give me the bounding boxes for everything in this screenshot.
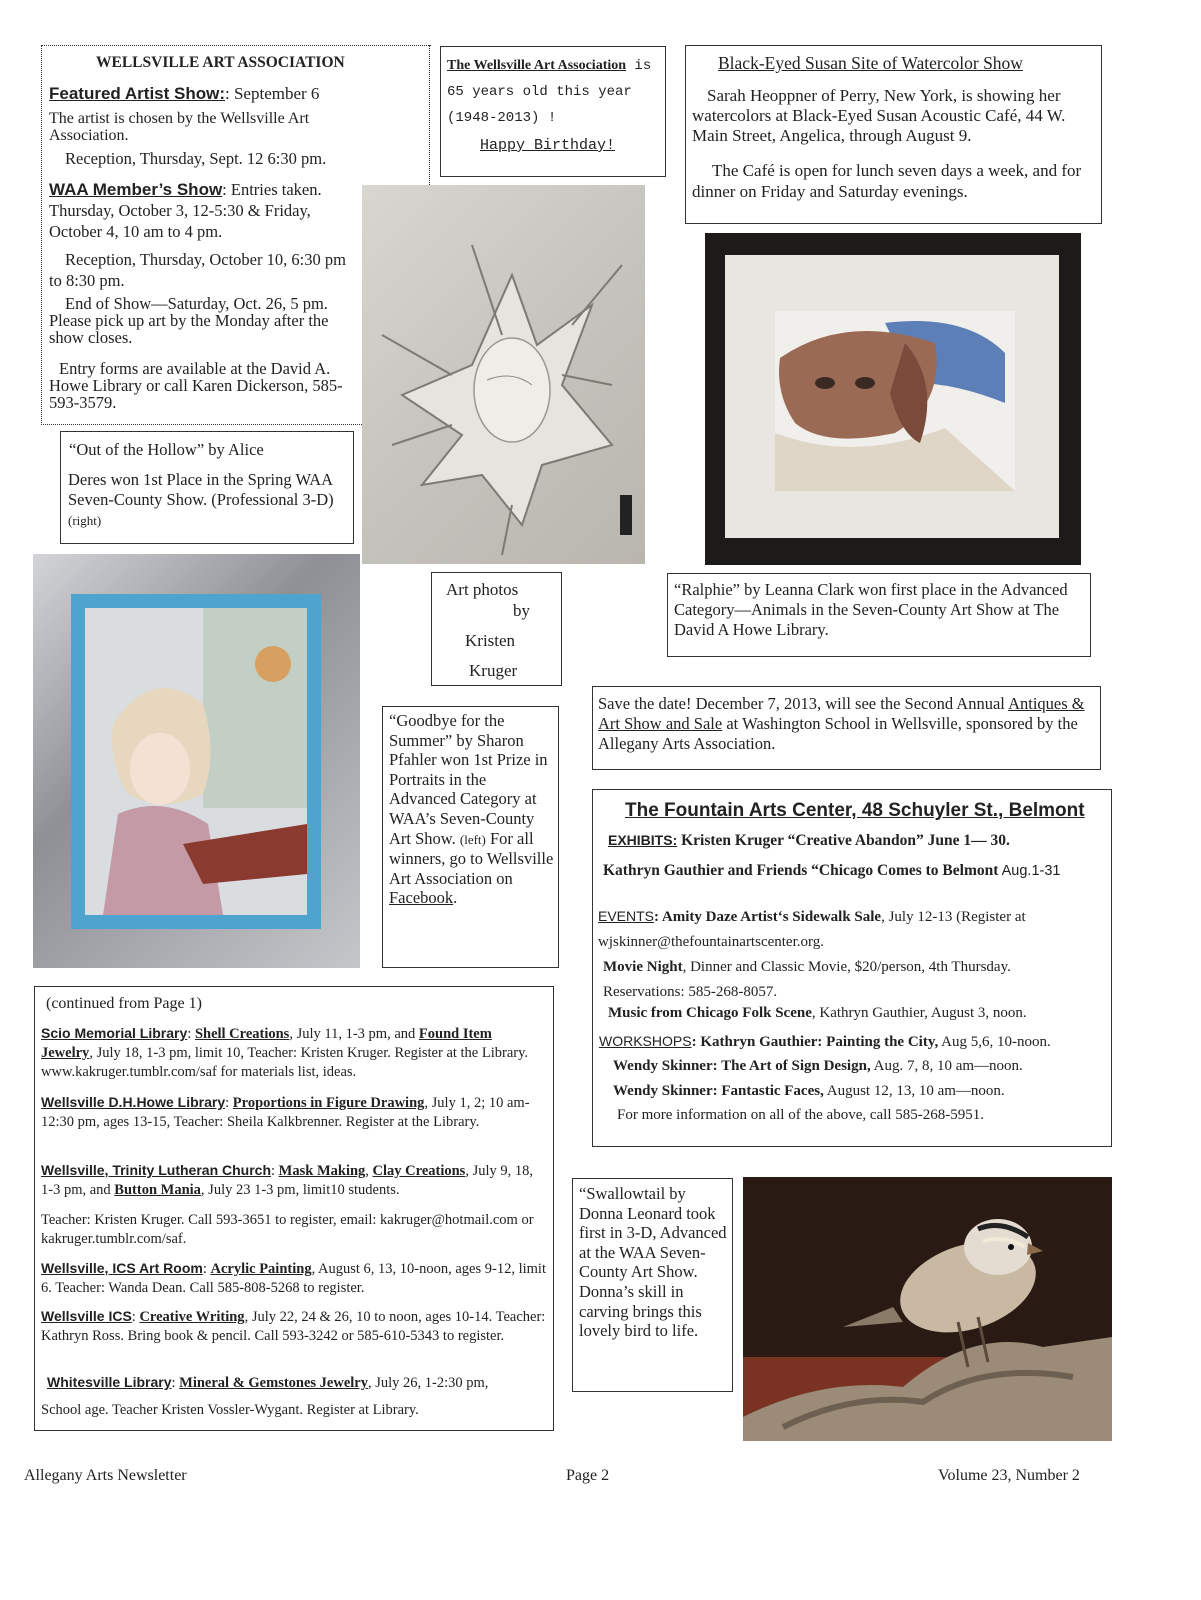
- exhibits-label: EXHIBITS:: [608, 832, 678, 848]
- scio-library: Scio Memorial Library: [41, 1025, 188, 1041]
- waa-title: WELLSVILLE ART ASSOCIATION: [96, 54, 345, 71]
- ws3-title: Wendy Skinner: Fantastic Faces,: [613, 1083, 824, 1099]
- ics-art-room: Wellsville, ICS Art Room: [41, 1260, 203, 1276]
- ws1-title: : Kathryn Gauthier: Painting the City,: [691, 1034, 939, 1050]
- member-show-block: [49, 179, 354, 242]
- exhibit2-date: Aug.1-31: [998, 863, 1061, 879]
- swallowtail-photo: [743, 1177, 1112, 1441]
- goodbye-text2: For all winners, go to Wellsville Art Association on: [389, 828, 554, 888]
- whitesville-entry: Whitesville Library: Mineral & Gemstones Jewelry, July 26, 1-2:30 pm,: [47, 1374, 489, 1391]
- sculpture-photo: [362, 185, 645, 564]
- fountain-ws3: [613, 1083, 1005, 1100]
- goodbye-left: (left): [459, 831, 486, 847]
- goodbye-photo: [33, 554, 360, 968]
- ws1-text: Aug 5,6, 10-noon.: [938, 1034, 1051, 1050]
- trinity-church: Wellsville, Trinity Lutheran Church: [41, 1162, 272, 1178]
- ics-entry: Wellsville, ICS Art Room: Acrylic Painting, August 6, 13, 10-noon, ages 9-12, limit 6. Teacher: Wanda Dean. Call 585-808-5268 to register.: [41, 1260, 546, 1296]
- ralphie-caption: “Ralphie” by Leanna Clark won first place in the Advanced Category—Animals in the Seven-County Art Show at The David A Howe Library.: [674, 580, 1068, 639]
- event3-title: Music from Chicago Folk Scene: [608, 1005, 812, 1021]
- blackeyed-p1: Sarah Heoppner of Perry, New York, is showing her watercolors at Black-Eyed Susan Acoustic Café, 44 W. Main Street, Angelica, through August 9.: [692, 86, 1066, 145]
- continued-header: (continued from Page 1): [46, 995, 202, 1012]
- trinity-class-3: Button Mania: [114, 1182, 201, 1198]
- save-date-post: at Washington School in Wellsville, sponsored by the Allegany Arts Association.: [598, 714, 1078, 753]
- anniversary-name: The Wellsville Art Association: [447, 58, 627, 73]
- hollow-line2: Deres won 1st Place in the Spring WAA Seven-County Show. (Professional 3-D): [68, 470, 334, 509]
- featured-date: : September 6: [225, 84, 320, 103]
- featured-label: Featured Artist Show:: [49, 84, 225, 103]
- hollow-text: [68, 470, 358, 531]
- hollow-line1: “Out of the Hollow” by Alice: [69, 440, 264, 459]
- fountain-title: The Fountain Arts Center, 48 Schuyler St., Belmont: [625, 800, 1085, 821]
- sculpture-art: [362, 185, 645, 564]
- wellsville-ics: Wellsville ICS: [41, 1308, 132, 1324]
- goodbye-text: [389, 711, 555, 908]
- ics-class: Acrylic Painting: [210, 1261, 312, 1277]
- credits-l4: Kruger: [469, 661, 518, 680]
- ics2-entry: Wellsville ICS: Creative Writing, July 22, 24 & 26, 10 to noon, ages 10-14. Teacher: Kathryn Ross. Bring book & pencil. Call 593-3242 or 585-610-5343 to register.: [41, 1308, 546, 1344]
- whitesville-class: Mineral & Gemstones Jewelry: [179, 1375, 368, 1391]
- workshops-label: WORKSHOPS: [599, 1033, 692, 1049]
- blackeyed-p2: The Café is open for lunch seven days a week, and for dinner on Friday and Saturday evenings.: [692, 161, 1082, 201]
- howe-text: , July 1, 2; 10 am-12:30 pm, ages 13-15, Teacher: Sheila Kalkbrenner. Register at the Library.: [41, 1095, 530, 1130]
- featured-artist-line: [49, 84, 319, 104]
- credits-l1: Art photos: [446, 580, 519, 599]
- event2-text: , Dinner and Classic Movie, $20/person, 4th Thursday. Reservations: 585-268-8057.: [603, 959, 1011, 1000]
- ics2-class: Creative Writing: [139, 1309, 245, 1325]
- scio-text-1: , July 11, 1-3 pm, and: [289, 1026, 419, 1042]
- whitesville-text: , July 26, 1-2:30 pm,: [368, 1375, 489, 1391]
- event2-title: Movie Night: [603, 959, 683, 975]
- trinity-text-1: , July 9, 18, 1-3 pm, and: [41, 1163, 533, 1198]
- events-label: EVENTS: [598, 908, 655, 924]
- ws2-text: Aug. 7, 8, 10 am—noon.: [870, 1058, 1023, 1074]
- fountain-ws2: [613, 1058, 1023, 1075]
- exhibit1-text: Kristen Kruger “Creative Abandon” June 1— 30.: [677, 832, 1010, 849]
- member-show-text: : Entries taken. Thursday, October 3, 12-5:30 & Friday, October 4, 10 am to 4 pm.: [49, 180, 322, 241]
- swallowtail-art: [743, 1177, 1112, 1441]
- howe-class: Proportions in Figure Drawing: [232, 1095, 425, 1111]
- fountain-exhibit2: [603, 862, 1060, 880]
- happy-birthday: Happy Birthday!: [480, 137, 616, 154]
- save-date-pre: Save the date! December 7, 2013, will see the Second Annual: [598, 694, 1009, 713]
- anniversary-rest: is 65 years old this year (1948-2013) !: [447, 58, 652, 126]
- whitesville-library: Whitesville Library: [47, 1374, 172, 1390]
- fountain-info: For more information on all of the above, call 585-268-5951.: [617, 1107, 984, 1123]
- howe-entry: Wellsville D.H.Howe Library: Proportions in Figure Drawing, July 1, 2; 10 am-12:30 pm, ages 13-15, Teacher: Sheila Kalkbrenner. Register at the Library.: [41, 1094, 530, 1130]
- footer-right: Volume 23, Number 2: [938, 1467, 1080, 1484]
- scio-text-2: , July 18, 1-3 pm, limit 10, Teacher: Kristen Kruger. Register at the Library. www.kakruger.tumblr.com/saf for materials list, ideas.: [41, 1045, 529, 1080]
- whitesville-text-2: School age. Teacher Kristen Vossler-Wygant. Register at Library.: [41, 1402, 419, 1418]
- scio-class-1: Shell Creations: [194, 1026, 290, 1042]
- ics-text: , August 6, 13, 10-noon, ages 9-12, limit 6. Teacher: Wanda Dean. Call 585-808-5268 to register.: [41, 1261, 546, 1296]
- blackeyed-title: Black-Eyed Susan Site of Watercolor Show: [718, 53, 1023, 73]
- fountain-exhibit1: [608, 832, 1010, 850]
- ics2-text: , July 22, 24 & 26, 10 to noon, ages 10-14. Teacher: Kathryn Ross. Bring book & pencil. Call 593-3242 or 585-610-5343 to register.: [41, 1309, 546, 1344]
- waa-reception-2: Reception, Thursday, October 10, 6:30 pm to 8:30 pm.: [49, 250, 346, 290]
- trinity-class-1: Mask Making: [278, 1163, 366, 1179]
- howe-library: Wellsville D.H.Howe Library: [41, 1094, 226, 1110]
- goodbye-dot: .: [453, 888, 458, 908]
- footer-page: Page 2: [566, 1467, 610, 1484]
- credits-l3: Kristen: [465, 631, 516, 650]
- event1-title: : Amity Daze Artist‘s Sidewalk Sale: [654, 909, 882, 925]
- ws3-text: August 12, 13, 10 am—noon.: [823, 1083, 1005, 1099]
- waa-box-dotted-border-bottom: [41, 424, 362, 425]
- event3-text: , Kathryn Gauthier, August 3, noon.: [811, 1005, 1027, 1021]
- event1-text: , July 12-13 (Register at wjskinner@thefountainartscenter.org.: [598, 909, 1026, 950]
- anniversary-text: [447, 53, 659, 131]
- waa-entry-forms: Entry forms are available at the David A. Howe Library or call Karen Dickerson, 585-593-3579.: [49, 359, 343, 412]
- credits-l2: by: [513, 601, 530, 620]
- scio-entry: Scio Memorial Library: Shell Creations, July 11, 1-3 pm, and Found Item Jewelry, July 18, 1-3 pm, limit 10, Teacher: Kristen Kruger. Register at the Library. www.kakruger.tumblr.com/saf for materials list, ideas.: [41, 1025, 529, 1080]
- ralphie-art: [705, 233, 1081, 565]
- fountain-event1: [598, 904, 1098, 955]
- goodbye-text1: “Goodbye for the Summer” by Sharon Pfahler won 1st Prize in Portraits in the Advanced Category at WAA’s Seven-County Art Show.: [389, 711, 548, 848]
- member-show-label: WAA Member’s Show: [49, 180, 223, 199]
- trinity-entry: Wellsville, Trinity Lutheran Church: Mask Making, Clay Creations, July 9, 18, 1-3 pm, and Button Mania, July 23 1-3 pm, limit10 students.: [41, 1162, 533, 1198]
- footer-left: Allegany Arts Newsletter: [24, 1467, 187, 1484]
- swallowtail-caption: “Swallowtail by Donna Leonard took first in 3-D, Advanced at the WAA Seven-County Art Show. Donna’s skill in carving brings this lovely bird to life.: [579, 1184, 727, 1341]
- trinity-teacher: Teacher: Kristen Kruger. Call 593-3651 to register, email: kakruger@hotmail.com or kakruger.tumblr.com/saf.: [41, 1212, 534, 1247]
- waa-end-show: End of Show—Saturday, Oct. 26, 5 pm. Please pick up art by the Monday after the show closes.: [49, 294, 329, 347]
- exhibit2-text: Kathryn Gauthier and Friends “Chicago Comes to Belmont: [603, 862, 999, 879]
- waa-box-dotted-border-right: [429, 45, 430, 185]
- goodbye-art: [33, 554, 360, 968]
- fountain-ws1: [599, 1033, 1051, 1051]
- waa-chosen: The artist is chosen by the Wellsville Art Association.: [49, 110, 310, 144]
- antiques-link[interactable]: Antiques & Art Show and Sale: [598, 694, 1085, 733]
- trinity-class-2: Clay Creations: [372, 1163, 466, 1179]
- fountain-event3: [608, 1005, 1027, 1022]
- facebook-link[interactable]: Facebook: [389, 888, 454, 908]
- trinity-text-2: , July 23 1-3 pm, limit10 students.: [200, 1182, 400, 1198]
- hollow-right: (right): [68, 513, 102, 528]
- scio-class-2: Found Item Jewelry: [41, 1026, 492, 1061]
- ralphie-photo: [705, 233, 1081, 565]
- ws2-title: Wendy Skinner: The Art of Sign Design,: [613, 1058, 871, 1074]
- fountain-event2: [603, 955, 1093, 1005]
- save-date-text: [598, 694, 1094, 754]
- waa-reception-1: Reception, Thursday, Sept. 12 6:30 pm.: [65, 149, 327, 168]
